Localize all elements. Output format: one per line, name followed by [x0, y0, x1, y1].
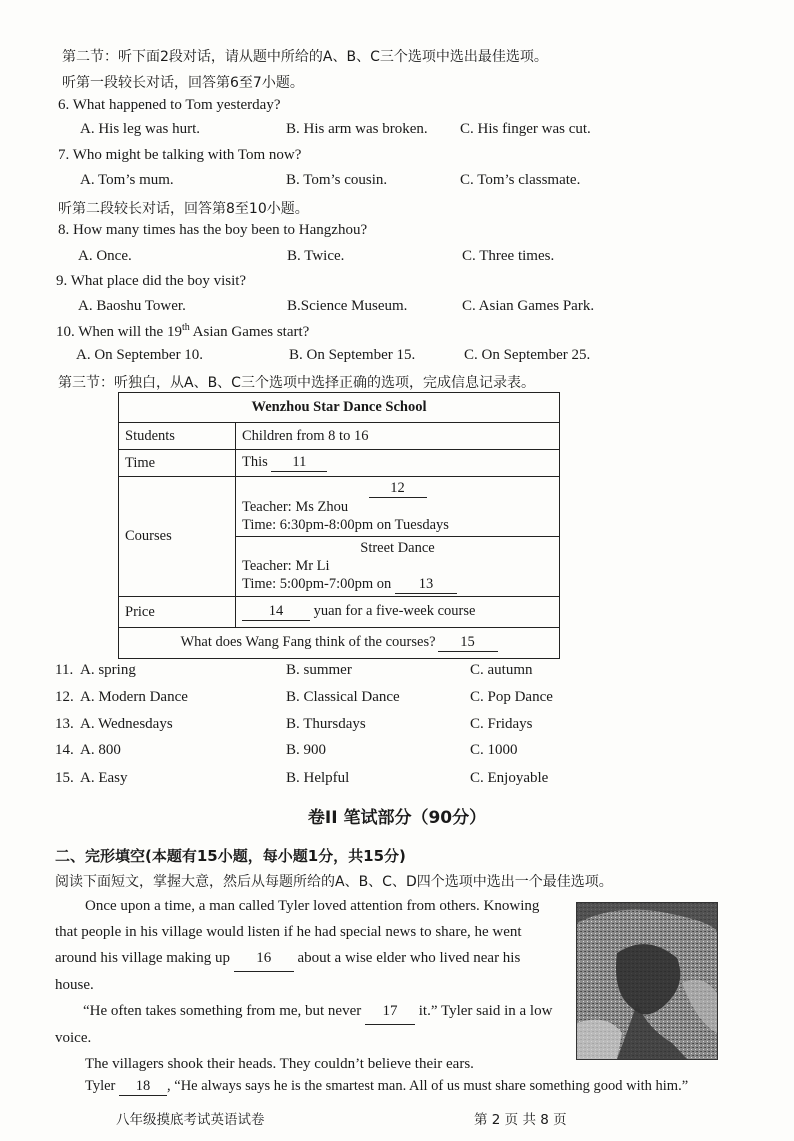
time-value: [236, 450, 560, 477]
blank-12: 12: [369, 479, 427, 498]
course2-cell: [236, 537, 560, 597]
q11-option-b: B. summer: [286, 662, 352, 678]
footer-exam-title: 八年级摸底考试英语试卷: [116, 1112, 265, 1128]
q14-number: 14.: [55, 742, 74, 758]
q13-option-c: C. Fridays: [470, 716, 533, 732]
q8-option-b: B. Twice.: [287, 248, 345, 264]
q14-option-a: A. 800: [80, 742, 121, 758]
course2-teacher: Teacher: Mr Li: [242, 558, 330, 574]
q15-option-c: C. Enjoyable: [470, 770, 549, 786]
q9-option-b: B.Science Museum.: [287, 298, 408, 314]
paper2-title: 卷II 笔试部分（90分）: [307, 808, 487, 828]
price-suffix: yuan for a five-week course: [313, 603, 476, 619]
q8-option-a: A. Once.: [78, 248, 132, 264]
q11-number: 11.: [55, 662, 74, 678]
q13-number: 13.: [55, 716, 74, 732]
course1-time: Time: 6:30pm-8:00pm on Tuesdays: [242, 517, 449, 533]
blank-17: 17: [365, 998, 415, 1025]
course1-cell: [236, 477, 560, 537]
q10-option-a: A. On September 10.: [76, 347, 204, 363]
blank-13: 13: [395, 575, 457, 594]
time-prefix: This: [242, 454, 268, 470]
opinion-question: What does Wang Fang think of the courses?: [180, 634, 436, 650]
q12-option-a: A. Modern Dance: [80, 689, 188, 705]
q15-option-a: A. Easy: [80, 770, 128, 786]
q7-option-a: A. Tom’s mum.: [80, 172, 174, 188]
p1-line3-pre: around his village making up: [55, 950, 230, 966]
course2-time-row: [242, 575, 553, 594]
p1-line2: that people in his village would listen if he had special news to share, he went: [55, 924, 522, 940]
students-label: Students: [119, 423, 236, 450]
table-title: Wenzhou Star Dance School: [119, 393, 560, 423]
p1-line3-post: about a wise elder who lived near his: [297, 950, 521, 966]
q11-option-a: A. spring: [80, 662, 136, 678]
p3-line: The villagers shook their heads. They couldn’t believe their ears.: [85, 1056, 474, 1072]
p1-line4: house.: [55, 977, 94, 993]
section2-heading: 第二节：听下面2段对话，请从题中所给的A、B、C三个选项中选出最佳选项。: [62, 49, 548, 65]
story-photo-image: [577, 903, 717, 1059]
q15-option-b: B. Helpful: [286, 770, 350, 786]
opinion-row: [119, 628, 560, 659]
q12-number: 12.: [55, 689, 74, 705]
q7-option-b: B. Tom’s cousin.: [286, 172, 388, 188]
blank-14: 14: [242, 603, 310, 621]
students-value: Children from 8 to 16: [236, 423, 560, 450]
q10-option-b: B. On September 15.: [289, 347, 416, 363]
blank-18: 18: [119, 1078, 167, 1096]
course1-teacher: Teacher: Ms Zhou: [242, 499, 349, 515]
q10-stem: [56, 322, 309, 341]
p4-pre: Tyler: [85, 1078, 116, 1094]
cloze-heading: 二、完形填空(本题有15小题，每小题1分，共15分): [55, 847, 406, 865]
q8-option-c: C. Three times.: [462, 248, 555, 264]
q8-stem: 8. How many times has the boy been to Hangzhou?: [58, 222, 368, 238]
course2-name: Street Dance: [360, 540, 435, 556]
dialog2-instruction: 听第二段较长对话，回答第8至10小题。: [58, 201, 309, 217]
q9-option-c: C. Asian Games Park.: [462, 298, 595, 314]
course2-time: Time: 5:00pm-7:00pm on: [242, 576, 392, 592]
q7-option-c: C. Tom’s classmate.: [460, 172, 581, 188]
q9-stem: 9. What place did the boy visit?: [56, 273, 247, 289]
q6-option-c: C. His finger was cut.: [460, 121, 591, 137]
story-photo: [576, 902, 718, 1060]
q11-option-c: C. autumn: [470, 662, 533, 678]
p2-line1: [55, 998, 565, 1025]
q14-option-b: B. 900: [286, 742, 327, 758]
p4-post: , “He always says he is the smartest man. All of us must share something good with him.”: [167, 1078, 689, 1094]
blank-15: 15: [438, 634, 498, 652]
courses-label: Courses: [119, 477, 236, 597]
q10-stem-sup: th: [181, 322, 190, 333]
course1-name-row: [242, 479, 553, 498]
p1-line1: Once upon a time, a man called Tyler loved attention from others. Knowing: [85, 898, 540, 914]
q12-option-c: C. Pop Dance: [470, 689, 553, 705]
q6-stem: 6. What happened to Tom yesterday?: [58, 97, 281, 113]
cloze-passage: [55, 893, 565, 1077]
q13-option-b: B. Thursdays: [286, 716, 366, 732]
q10-option-c: C. On September 25.: [464, 347, 591, 363]
p2-line1-pre: “He often takes something from me, but never: [83, 1003, 362, 1019]
blank-16: 16: [234, 945, 294, 972]
q6-option-a: A. His leg was hurt.: [80, 121, 200, 137]
q14-option-c: C. 1000: [470, 742, 518, 758]
q13-option-a: A. Wednesdays: [80, 716, 173, 732]
p2-line1-post: it.” Tyler said in a low: [418, 1003, 553, 1019]
q10-stem-rest: Asian Games start?: [189, 324, 310, 340]
q15-number: 15.: [55, 770, 74, 786]
price-label: Price: [119, 597, 236, 628]
blank-11: 11: [271, 454, 327, 472]
q6-option-b: B. His arm was broken.: [286, 121, 428, 137]
p2-line2: voice.: [55, 1030, 92, 1046]
q7-stem: 7. Who might be talking with Tom now?: [58, 147, 302, 163]
q9-option-a: A. Baoshu Tower.: [78, 298, 186, 314]
dialog1-instruction: 听第一段较长对话，回答第6至7小题。: [62, 75, 304, 91]
time-label: Time: [119, 450, 236, 477]
info-record-table: [118, 392, 560, 659]
price-value: [236, 597, 560, 628]
q10-stem-text: 10. When will the 19: [56, 324, 182, 340]
q12-option-b: B. Classical Dance: [286, 689, 400, 705]
cloze-instruction: 阅读下面短文，掌握大意，然后从每题所给的A、B、C、D四个选项中选出一个最佳选项。: [55, 874, 613, 890]
p4-line: [85, 1078, 688, 1096]
section3-heading: 第三节：听独白，从A、B、C三个选项中选择正确的选项，完成信息记录表。: [58, 375, 535, 391]
p1-line3: [55, 945, 565, 972]
footer-page-number: 第 2 页 共 8 页: [474, 1112, 567, 1128]
